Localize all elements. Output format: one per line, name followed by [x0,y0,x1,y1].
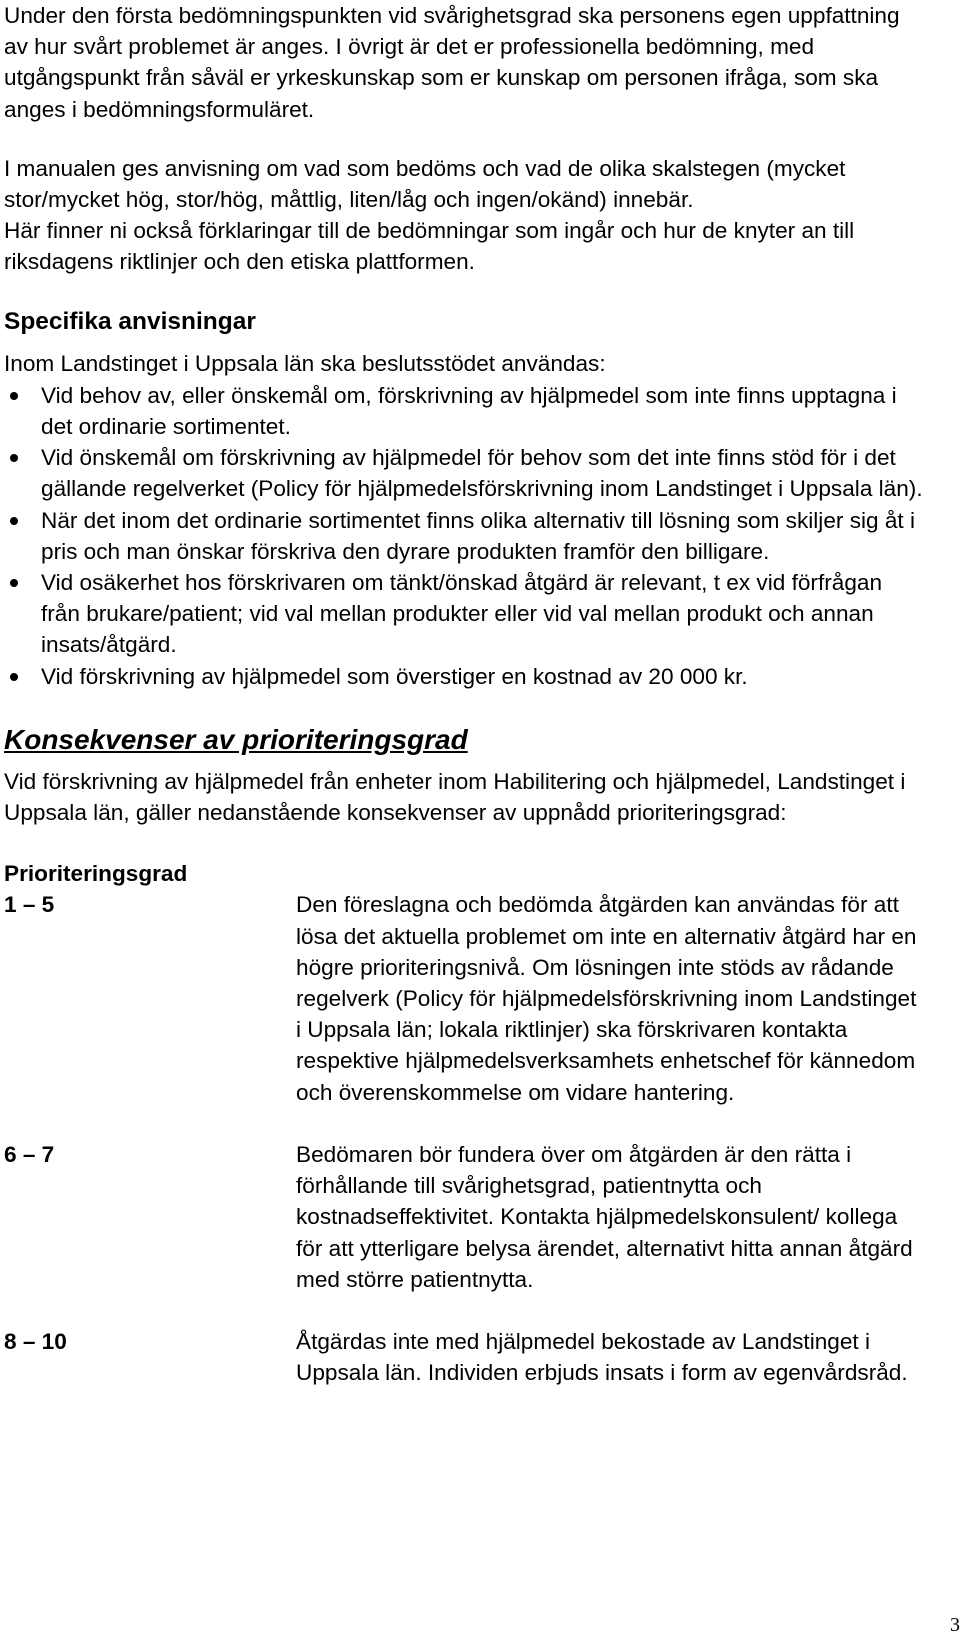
bullet-item [4,567,924,661]
prio-description: Den föreslagna och bedömda åtgärden kan användas för att lösa det aktuella problemet om inte en alternativ åtgärd har en högre prioriteringsnivå. Om lösningen inte stöds av rådande regelverk (Policy för hjälpmedelsförskrivning inom Landstinget i Uppsala län; lokala riktlinjer) ska förskrivaren kontakta respektive hjälpmedelsverksamhets enhetschef för kännedom och överenskommelse om vidare hantering. [296,892,917,1105]
prio-row [4,1139,924,1295]
specifika-intro: Inom Landstinget i Uppsala län ska beslutsstödet användas: [4,350,606,376]
bullet-item [4,661,924,692]
prioriteringsgrad-table [4,889,924,1388]
bullet-icon [10,517,18,525]
bullet-item [4,380,924,442]
prio-grade-label: 8 – 10 [4,1328,67,1354]
bullet-item [4,442,924,504]
prioriteringsgrad-heading: Prioriteringsgrad [4,861,188,887]
prio-row [4,1326,924,1388]
bullet-text: Vid förskrivning av hjälpmedel som överstiger en kostnad av 20 000 kr. [41,663,748,689]
specifika-bullet-list [4,380,924,692]
bullet-text: Vid behov av, eller önskemål om, förskrivning av hjälpmedel som inte finns upptagna i det ordinarie sortimentet. [41,382,897,440]
bullet-text: Vid osäkerhet hos förskrivaren om tänkt/önskad åtgärd är relevant, t ex vid förfrågan från brukare/patient; vid val mellan produkter eller vid val mellan produkt och annan insats/åtgärd. [41,570,883,658]
bullet-icon [10,673,18,681]
intro-paragraph-1: Under den första bedömningspunkten vid svårighetsgrad ska personens egen uppfattning av hur svårt problemet är anges. I övrigt är det er professionella bedömning, med utgångspunkt från såväl er yrkeskunskap som er kunskap om personen ifråga, som ska anges i bedömningsformuläret. [4,3,900,122]
specifika-heading: Specifika anvisningar [4,307,256,335]
document-page [4,0,924,1388]
prio-description: Åtgärdas inte med hjälpmedel bekostade av Landstinget i Uppsala län. Individen erbjuds insats i form av egenvårdsråd. [296,1328,908,1386]
konsekvenser-intro: Vid förskrivning av hjälpmedel från enheter inom Habilitering och hjälpmedel, Landstinget i Uppsala län, gäller nedanstående konsekvenser av uppnådd prioriteringsgrad: [4,768,906,826]
bullet-text: Vid önskemål om förskrivning av hjälpmedel för behov som det inte finns stöd för i det gällande regelverket (Policy för hjälpmedelsförskrivning inom Landstinget i Uppsala län). [41,445,923,502]
bullet-icon [10,454,18,462]
prio-description: Bedömaren bör fundera över om åtgärden är den rätta i förhållande till svårighetsgrad, patientnytta och kostnadseffektivitet. Kontakta hjälpmedelskonsulent/ kollega för att ytterligare belysa ärendet, alternativt hitta annan åtgärd med större patientnytta. [296,1141,913,1292]
bullet-item [4,505,924,567]
bullet-icon [10,392,18,400]
prio-row [4,889,924,1107]
bullet-icon [10,579,18,587]
intro-paragraph-2: I manualen ges anvisning om vad som bedöms och vad de olika skalstegen (mycket stor/mycket hög, stor/hög, måttlig, liten/låg och ingen/okänd) innebär. [4,155,846,213]
konsekvenser-heading: Konsekvenser av prioriteringsgrad [4,723,468,755]
prio-grade-label: 1 – 5 [4,892,55,918]
intro-paragraph-3: Här finner ni också förklaringar till de bedömningar som ingår och hur de knyter an till riksdagens riktlinjer och den etiska plattformen. [4,218,855,275]
page-number: 3 [950,1614,960,1636]
prio-grade-label: 6 – 7 [4,1141,55,1167]
bullet-text: När det inom det ordinarie sortimentet finns olika alternativ till lösning som skiljer sig åt i pris och man önskar förskriva den dyrare produkten framför den billigare. [41,507,915,564]
